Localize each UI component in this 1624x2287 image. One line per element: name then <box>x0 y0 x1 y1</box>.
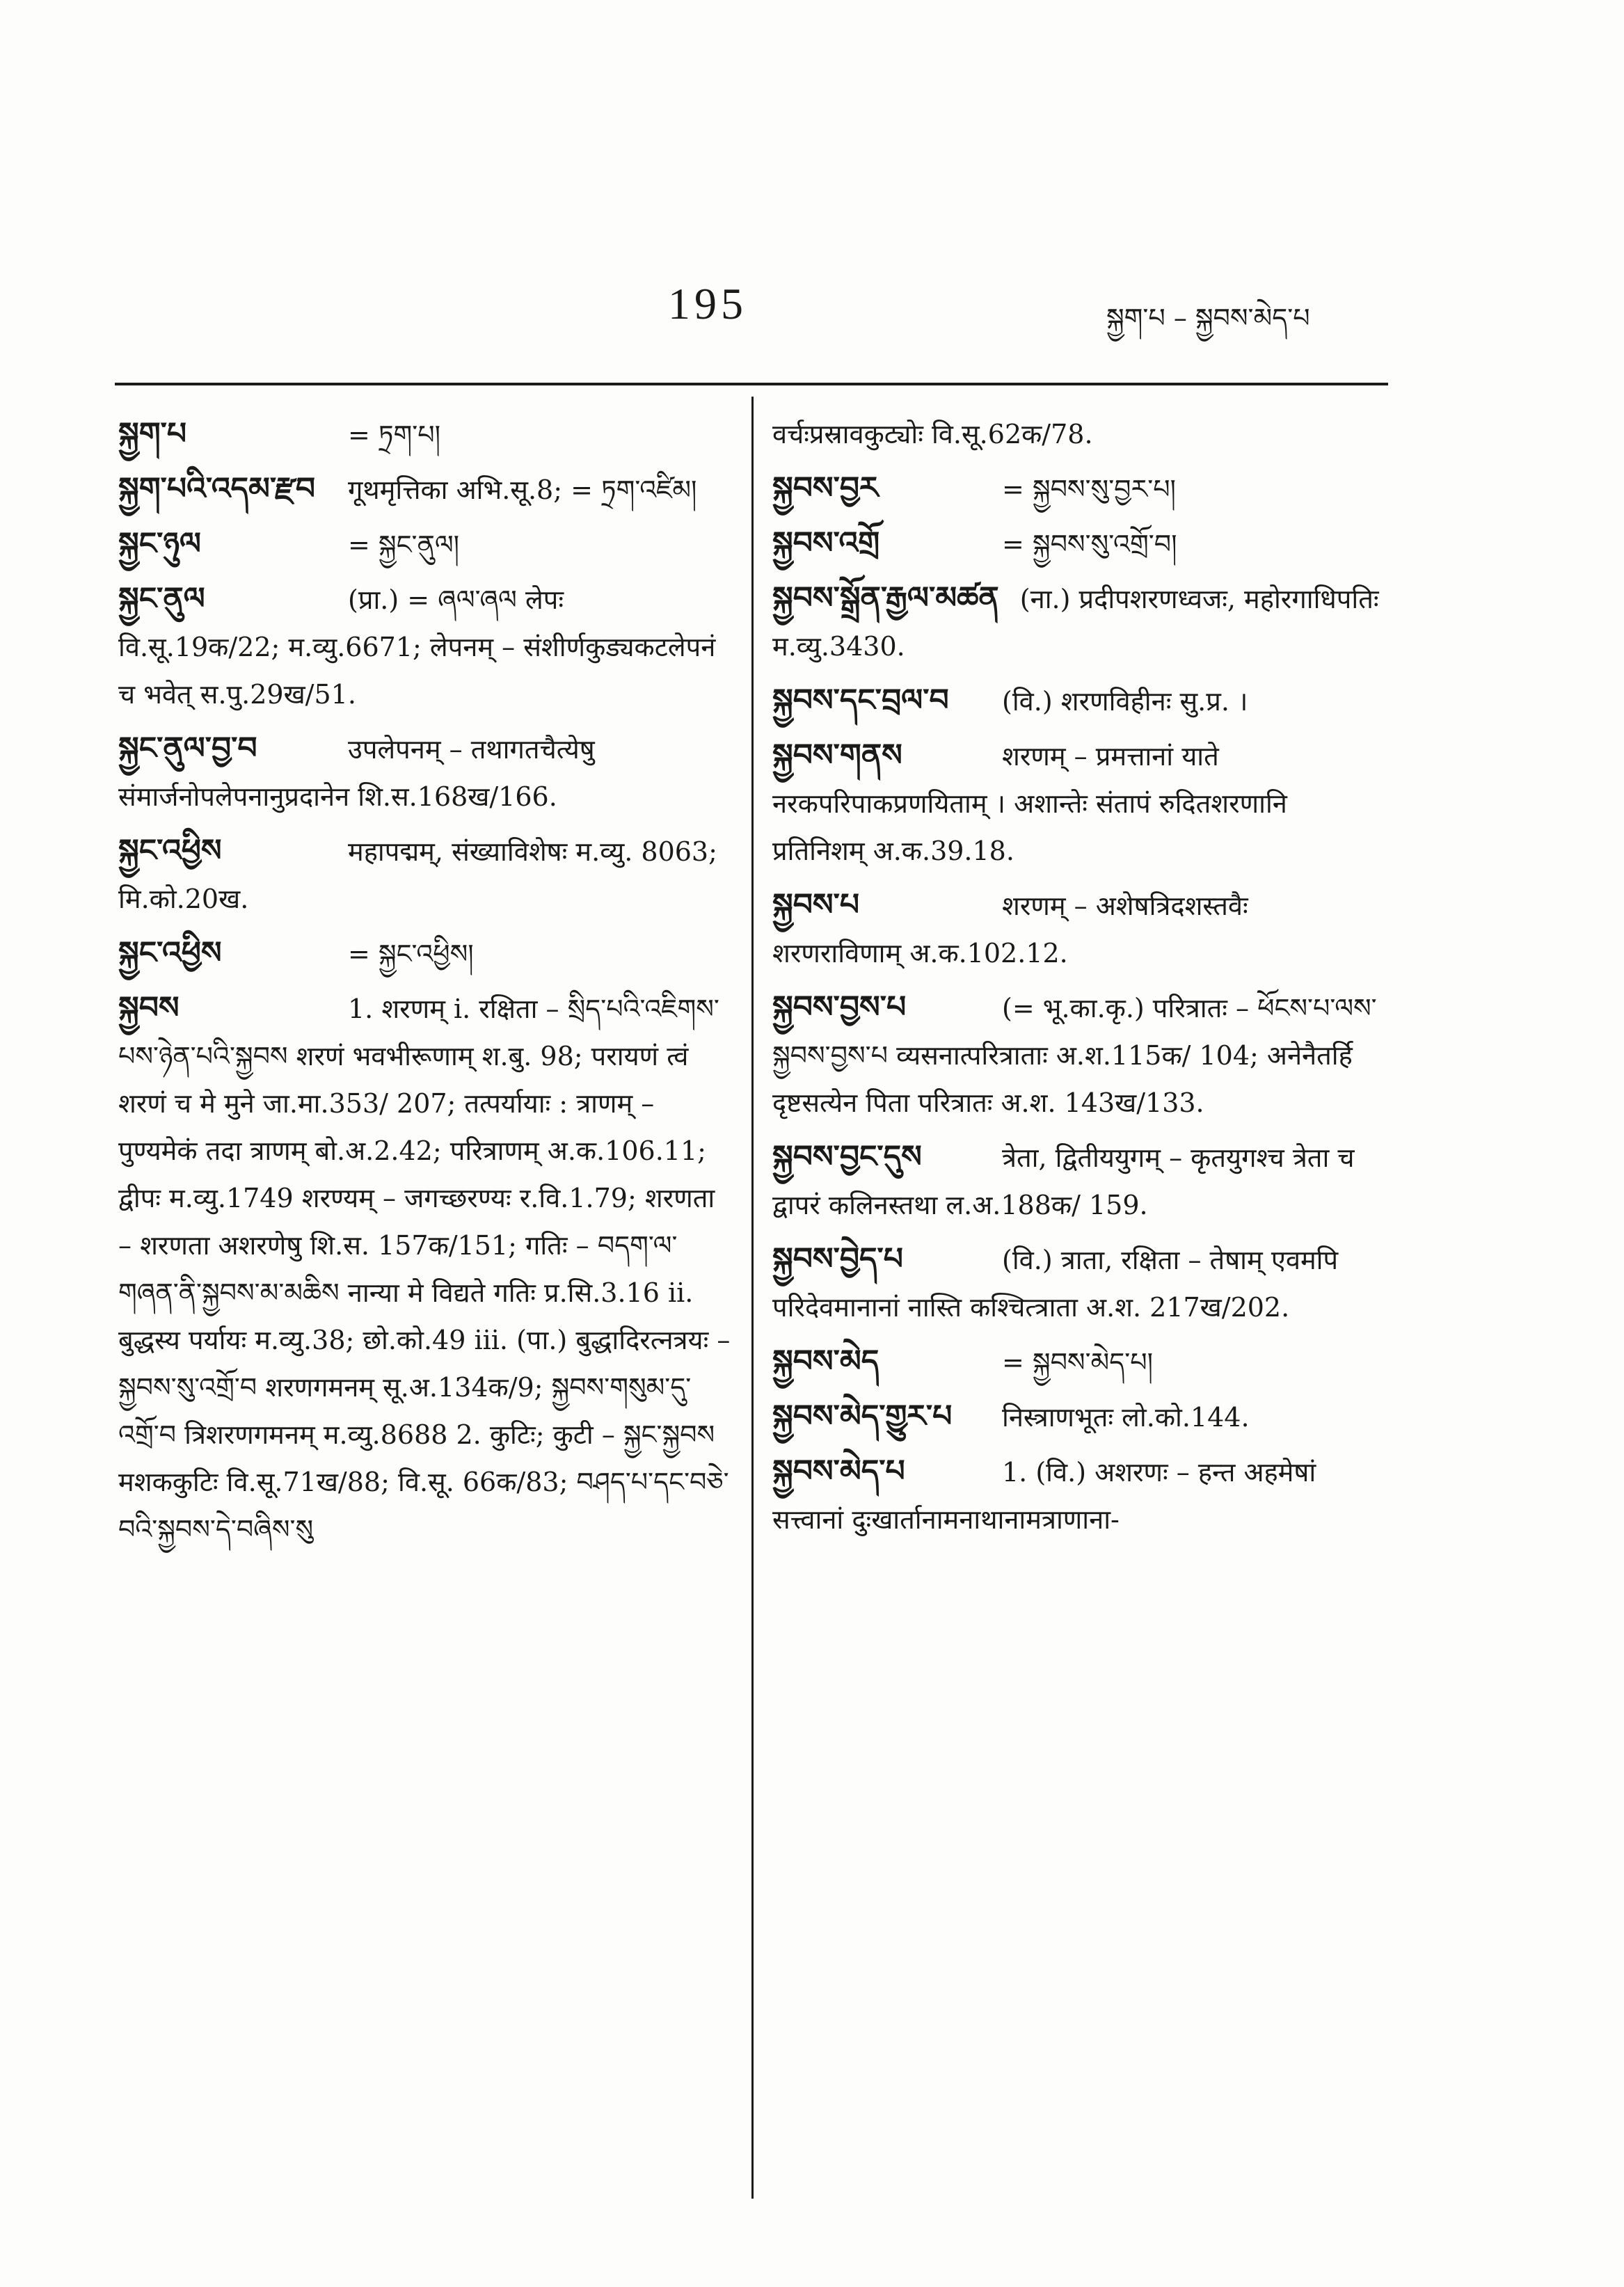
entry-definition: वर्चःप्रस्रावकुट्योः वि.सू.62क/78. <box>772 419 1093 449</box>
entry-headword: སྐྱང་ནུལ <box>118 581 205 616</box>
entry-definition: (ना.) प्रदीपशरणध्वजः, महोरगाधिपतिः म.व्यु.3430. <box>772 584 1379 662</box>
dictionary-entry <box>118 465 731 513</box>
entry-definition: (= भू.का.कृ.) परित्रातः – ཕོངས་པ་ལས་སྐྱབས་བྱས་པ व्यसनात्परित्राताः अ.श.115क/ 104; अनेनैतर्हि दृष्टसत्येन पिता परित्रातः अ.श. 143ख/133. <box>772 993 1377 1118</box>
entry-definition: = ཏྲག་པ། <box>348 420 441 450</box>
entry-headword: སྐྱབས་འགྲོ <box>772 525 880 561</box>
dictionary-entry <box>772 1133 1385 1229</box>
page-number: 195 <box>668 279 747 328</box>
entry-headword: སྐྱབས་བྱར <box>772 470 879 506</box>
entry-headword: སྐྱབས་གནས <box>772 738 902 773</box>
entry-definition: निस्त्राणभूतः लो.को.144. <box>1002 1402 1250 1433</box>
entry-headword: སྐྱབས་བྱང་དུས <box>772 1139 922 1174</box>
entry-definition: = སྐྱབས་སུ་བྱར་པ། <box>1002 474 1176 504</box>
header-rule <box>115 383 1388 385</box>
entry-definition: 1. शरणम् i. रक्षिता – སྲིད་པའི་འཇིགས་པས་ཉེན་པའི་སྐྱབས शरणं भवभीरूणाम् श.बु. 98; परायणं त्वं शरणं च मे मुने जा.मा.353/ 207; तत्पर्यायाः : त्राणम् – पुण्यमेकं तदा त्राणम् बो.अ.2.42; परित्राणम् अ.क.106.11; द्वीपः म.व्यु.1749 शरण्यम् – जगच्छरण्यः र.वि.1.79; शरणता – शरणता अशरणेषु शि.स. 157क/151; गतिः – བདག་ལ་གཞན་ནི་སྐྱབས་མ་མཆིས नान्या मे विद्यते गतिः प्र.सि.3.16 ii. बुद्धस्य पर्यायः म.व्यु.38; छो.को.49 iii. (पा.) बुद्धादिरत्नत्रयः – སྐྱབས་སུ་འགྲོ་བ शरणगमनम् सू.अ.134क/9; སྐྱབས་གསུམ་དུ་འགྲོ་བ त्रिशरणगमनम् म.व्यु.8688 2. कुटिः; कुटी – སྐྱང་སྐྱབས मशककुटिः वि.सू.71ख/88; वि.सू. 66क/83; བཤད་པ་དང་བཅེ་བའི་སྐྱབས་དེ་བཞིས་སུ <box>118 994 731 1545</box>
dictionary-entry <box>772 984 1385 1126</box>
running-head: སྐྱག་པ – སྐྱབས་མེད་པ <box>1106 303 1310 333</box>
entry-headword: སྐྱང་འཕྱིས <box>118 833 222 868</box>
dictionary-entry <box>772 882 1385 977</box>
dictionary-entry <box>118 725 731 820</box>
dictionary-entry <box>118 520 731 568</box>
dictionary-entry <box>772 575 1385 670</box>
entry-headword: སྐྱང་ཉུལ <box>118 526 201 561</box>
entry-headword: སྐྱབས་མེད་གྱུར་པ <box>772 1399 953 1434</box>
left-column <box>118 411 731 1560</box>
entry-headword: སྐྱག་པའི་འདམ་རྫབ <box>118 471 316 507</box>
entry-headword: སྐྱབས་བྱེད་པ <box>772 1241 903 1277</box>
entry-headword: སྐྱག་པ <box>118 416 187 452</box>
entry-definition: (वि.) त्राता, रक्षिता – तेषाम् एवमपि परिदेवमानानां नास्ति कश्चित्त्राता अ.श. 217ख/202. <box>772 1245 1339 1323</box>
entry-headword: སྐྱབས <box>118 990 180 1026</box>
dictionary-entry <box>772 520 1385 568</box>
entry-definition: गूथमृत्तिका अभि.सू.8; = ཏྲག་འཛིམ། <box>348 475 697 505</box>
entry-headword: སྐྱབས་བྱས་པ <box>772 989 907 1025</box>
entry-definition: 1. (वि.) अशरणः – हन्त अहमेषां सत्त्वानां दुःखार्तानामनाथानामत्राणाना- <box>772 1457 1316 1535</box>
right-column <box>772 411 1385 1550</box>
dictionary-entry <box>772 465 1385 513</box>
entry-definition: = སྐྱང་ནུལ། <box>348 529 460 560</box>
entry-headword: སྐྱབས་པ <box>772 887 860 923</box>
entry-definition: (वि.) शरणविहीनः सु.प्र. । <box>1002 686 1248 717</box>
entry-definition: शरणम् – अशेषत्रिदशस्तवैः शरणराविणाम् अ.क.102.12. <box>772 891 1248 969</box>
entry-definition: उपलेपनम् – तथागतचैत्येषु संमार्जनोपलेपनानुप्रदानेन शि.स.168ख/166. <box>118 734 595 812</box>
entry-definition: = སྐྱབས་མེད་པ། <box>1002 1347 1154 1378</box>
dictionary-entry <box>118 575 731 718</box>
dictionary-entry <box>772 411 1385 458</box>
entry-headword: སྐྱབས་མེད <box>772 1344 879 1379</box>
dictionary-entry <box>772 1393 1385 1441</box>
dictionary-entry <box>772 1448 1385 1543</box>
column-divider <box>751 397 754 2199</box>
dictionary-entry <box>118 827 731 923</box>
dictionary-entry <box>118 985 731 1553</box>
entry-headword: སྐྱབས་དང་བྲལ་བ <box>772 683 949 718</box>
entry-definition: = སྐྱབས་སུ་འགྲོ་བ། <box>1002 529 1177 559</box>
dictionary-entry <box>772 677 1385 725</box>
entry-definition: (प्रा.) = ཞལ་ཞལ लेपः वि.सू.19क/22; म.व्यु.6671; लेपनम् – संशीर्णकुड्यकटलेपनं च भवेत् स.पु.29ख/51. <box>118 584 716 710</box>
entry-headword: སྐྱབས་མེད་པ <box>772 1453 905 1489</box>
entry-definition: = སྐྱང་འཕྱིས། <box>348 939 474 969</box>
entry-definition: महापद्मम्, संख्याविशेषः म.व्यु. 8063; मि.को.20ख. <box>118 836 717 914</box>
entry-headword: སྐྱང་འཕྱིས <box>118 935 222 971</box>
dictionary-entry <box>772 732 1385 875</box>
entry-headword: སྐྱང་ནུལ་བྱ་བ <box>118 731 257 766</box>
dictionary-entry <box>772 1236 1385 1331</box>
entry-headword: སྐྱབས་སྒྲོན་རྒྱལ་མཚན <box>772 580 999 616</box>
dictionary-entry <box>772 1338 1385 1386</box>
entry-definition: त्रेता, द्वितीययुगम् – कृतयुगश्च त्रेता च द्वापरं कलिनस्तथा ल.अ.188क/ 159. <box>772 1142 1355 1220</box>
dictionary-entry <box>118 411 731 459</box>
dictionary-entry <box>118 930 731 978</box>
entry-definition: शरणम् – प्रमत्तानां याते नरकपरिपाकप्रणयिताम् । अशान्तेः संतापं रुदितशरणानि प्रतिनिशम् अ.क.39.18. <box>772 741 1287 866</box>
